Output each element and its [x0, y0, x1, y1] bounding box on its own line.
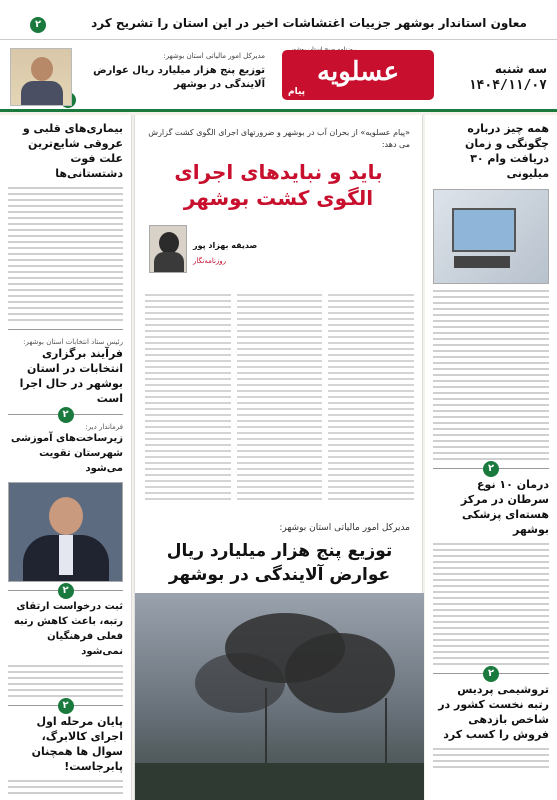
smoke-photo [135, 593, 424, 800]
left-divider-2 [8, 409, 123, 420]
left-divider-4 [8, 700, 123, 711]
article-col-3 [145, 290, 231, 510]
bottom-headline[interactable]: توزیع پنج هزار میلیارد ریال عوارض آلایندگی در بوشهر [166, 541, 393, 585]
newspaper-logo [282, 50, 434, 100]
page-badge: ۲ [30, 17, 46, 33]
trees-silhouette [135, 763, 424, 800]
masthead-teaser-kicker: مدیرکل امور مالیاتی استان بوشهر: [163, 52, 265, 60]
right-story-2-body [433, 543, 549, 665]
left-story-4-title[interactable]: ثبت درخواست ارتقای رتبه، باعث کاهش رتبه فعلی فرهنگیان نمی‌شود [13, 601, 123, 657]
article-col-2 [237, 290, 323, 510]
official-photo-head [31, 57, 53, 81]
masthead [0, 40, 557, 112]
issue-day: سه شنبه [494, 62, 547, 76]
official-photo-body [21, 81, 63, 106]
bottom-kicker: مدیرکل امور مالیاتی استان بوشهر: [279, 523, 410, 533]
left-divider-1 [8, 329, 123, 330]
left-story-4-body [8, 665, 123, 697]
left-divider-3 [8, 585, 123, 596]
center-kicker: «پیام عسلویه» از بحران آب در بوشهر و ضرورتهای اجرای الگوی کشت گزارش می دهد: [148, 128, 410, 149]
top-headline[interactable]: معاون استاندار بوشهر جزییات اغتشاشات اخیر در این استان را تشریح کرد [91, 16, 527, 30]
right-divider-1 [433, 463, 549, 474]
left-story-5-title[interactable]: پایان مرحله اول اجرای کالابرگ، سوال ها همچنان پابرجاست! [31, 715, 123, 773]
smoke-cloud-2 [285, 633, 395, 713]
issue-date-number: ۱۴۰۴/۱۱/۰۷ [468, 78, 547, 93]
right-divider-2 [433, 668, 549, 679]
governor-photo [8, 482, 123, 582]
right-story-1-body [433, 290, 549, 460]
left-badge-1: ۲ [58, 407, 74, 423]
left-story-2-kicker: رئیس ستاد انتخابات استان بوشهر: [23, 338, 123, 346]
center-headline[interactable]: باید و نبایدهای اجرای الگوی کشت بوشهر [174, 160, 383, 210]
logo-main: عسلویه [317, 57, 399, 87]
author-role: روزنامه‌نگار [193, 257, 227, 265]
top-bar [0, 0, 557, 40]
masthead-teaser-title[interactable]: توزیع پنج هزار میلیارد ریال عوارض آلایندگی در بوشهر [93, 65, 265, 90]
right-story-1-title[interactable]: همه چیز درباره چگونگی و زمان دریافت وام ۳۰ میلیونی [464, 122, 549, 180]
left-badge-2: ۲ [58, 583, 74, 599]
left-story-1-title[interactable]: بیماری‌های قلبی و عروقی شایع‌ترین علت فوت دشتستانی‌ها [22, 122, 123, 180]
right-column [425, 115, 557, 800]
author-box [149, 225, 279, 285]
official-photo [10, 48, 72, 106]
masthead-teaser[interactable] [80, 52, 265, 92]
left-story-3-title[interactable]: زیرساخت‌های آموزشی شهرستان تقویت می‌شود [10, 433, 123, 474]
logo-small: پیام [288, 87, 306, 97]
governor-photo-shirt [59, 535, 73, 575]
issue-date [469, 62, 547, 93]
author-name: صدیقه بهزاد پور [193, 241, 258, 250]
center-column [134, 115, 423, 800]
right-story-2-title[interactable]: درمان ۱۰ نوع سرطان در مرکز هسته‌ای پزشکی بوشهر [460, 478, 549, 536]
left-story-3-kicker: فرماندار دیر: [85, 423, 123, 431]
right-badge-2: ۲ [483, 666, 499, 682]
governor-photo-head [49, 497, 83, 535]
article-col-1 [328, 290, 414, 510]
smoke-cloud-3 [195, 653, 285, 713]
article-body [145, 290, 414, 510]
right-badge-1: ۲ [483, 461, 499, 477]
left-story-5-body [8, 780, 123, 794]
right-story-3-body [433, 748, 549, 768]
left-column [0, 115, 132, 800]
left-badge-3: ۲ [58, 698, 74, 714]
author-photo [149, 225, 187, 273]
left-story-1-body [8, 187, 123, 321]
left-story-2-title[interactable]: فرآیند برگزاری انتخابات در استان بوشهر در حال اجرا است [19, 347, 123, 405]
atm-screen-photo [433, 189, 549, 284]
right-story-3-title[interactable]: تروشیمی پردیس رتبه نخست کشور در شاخص بازدهی فروش را کسب کرد [438, 683, 549, 741]
